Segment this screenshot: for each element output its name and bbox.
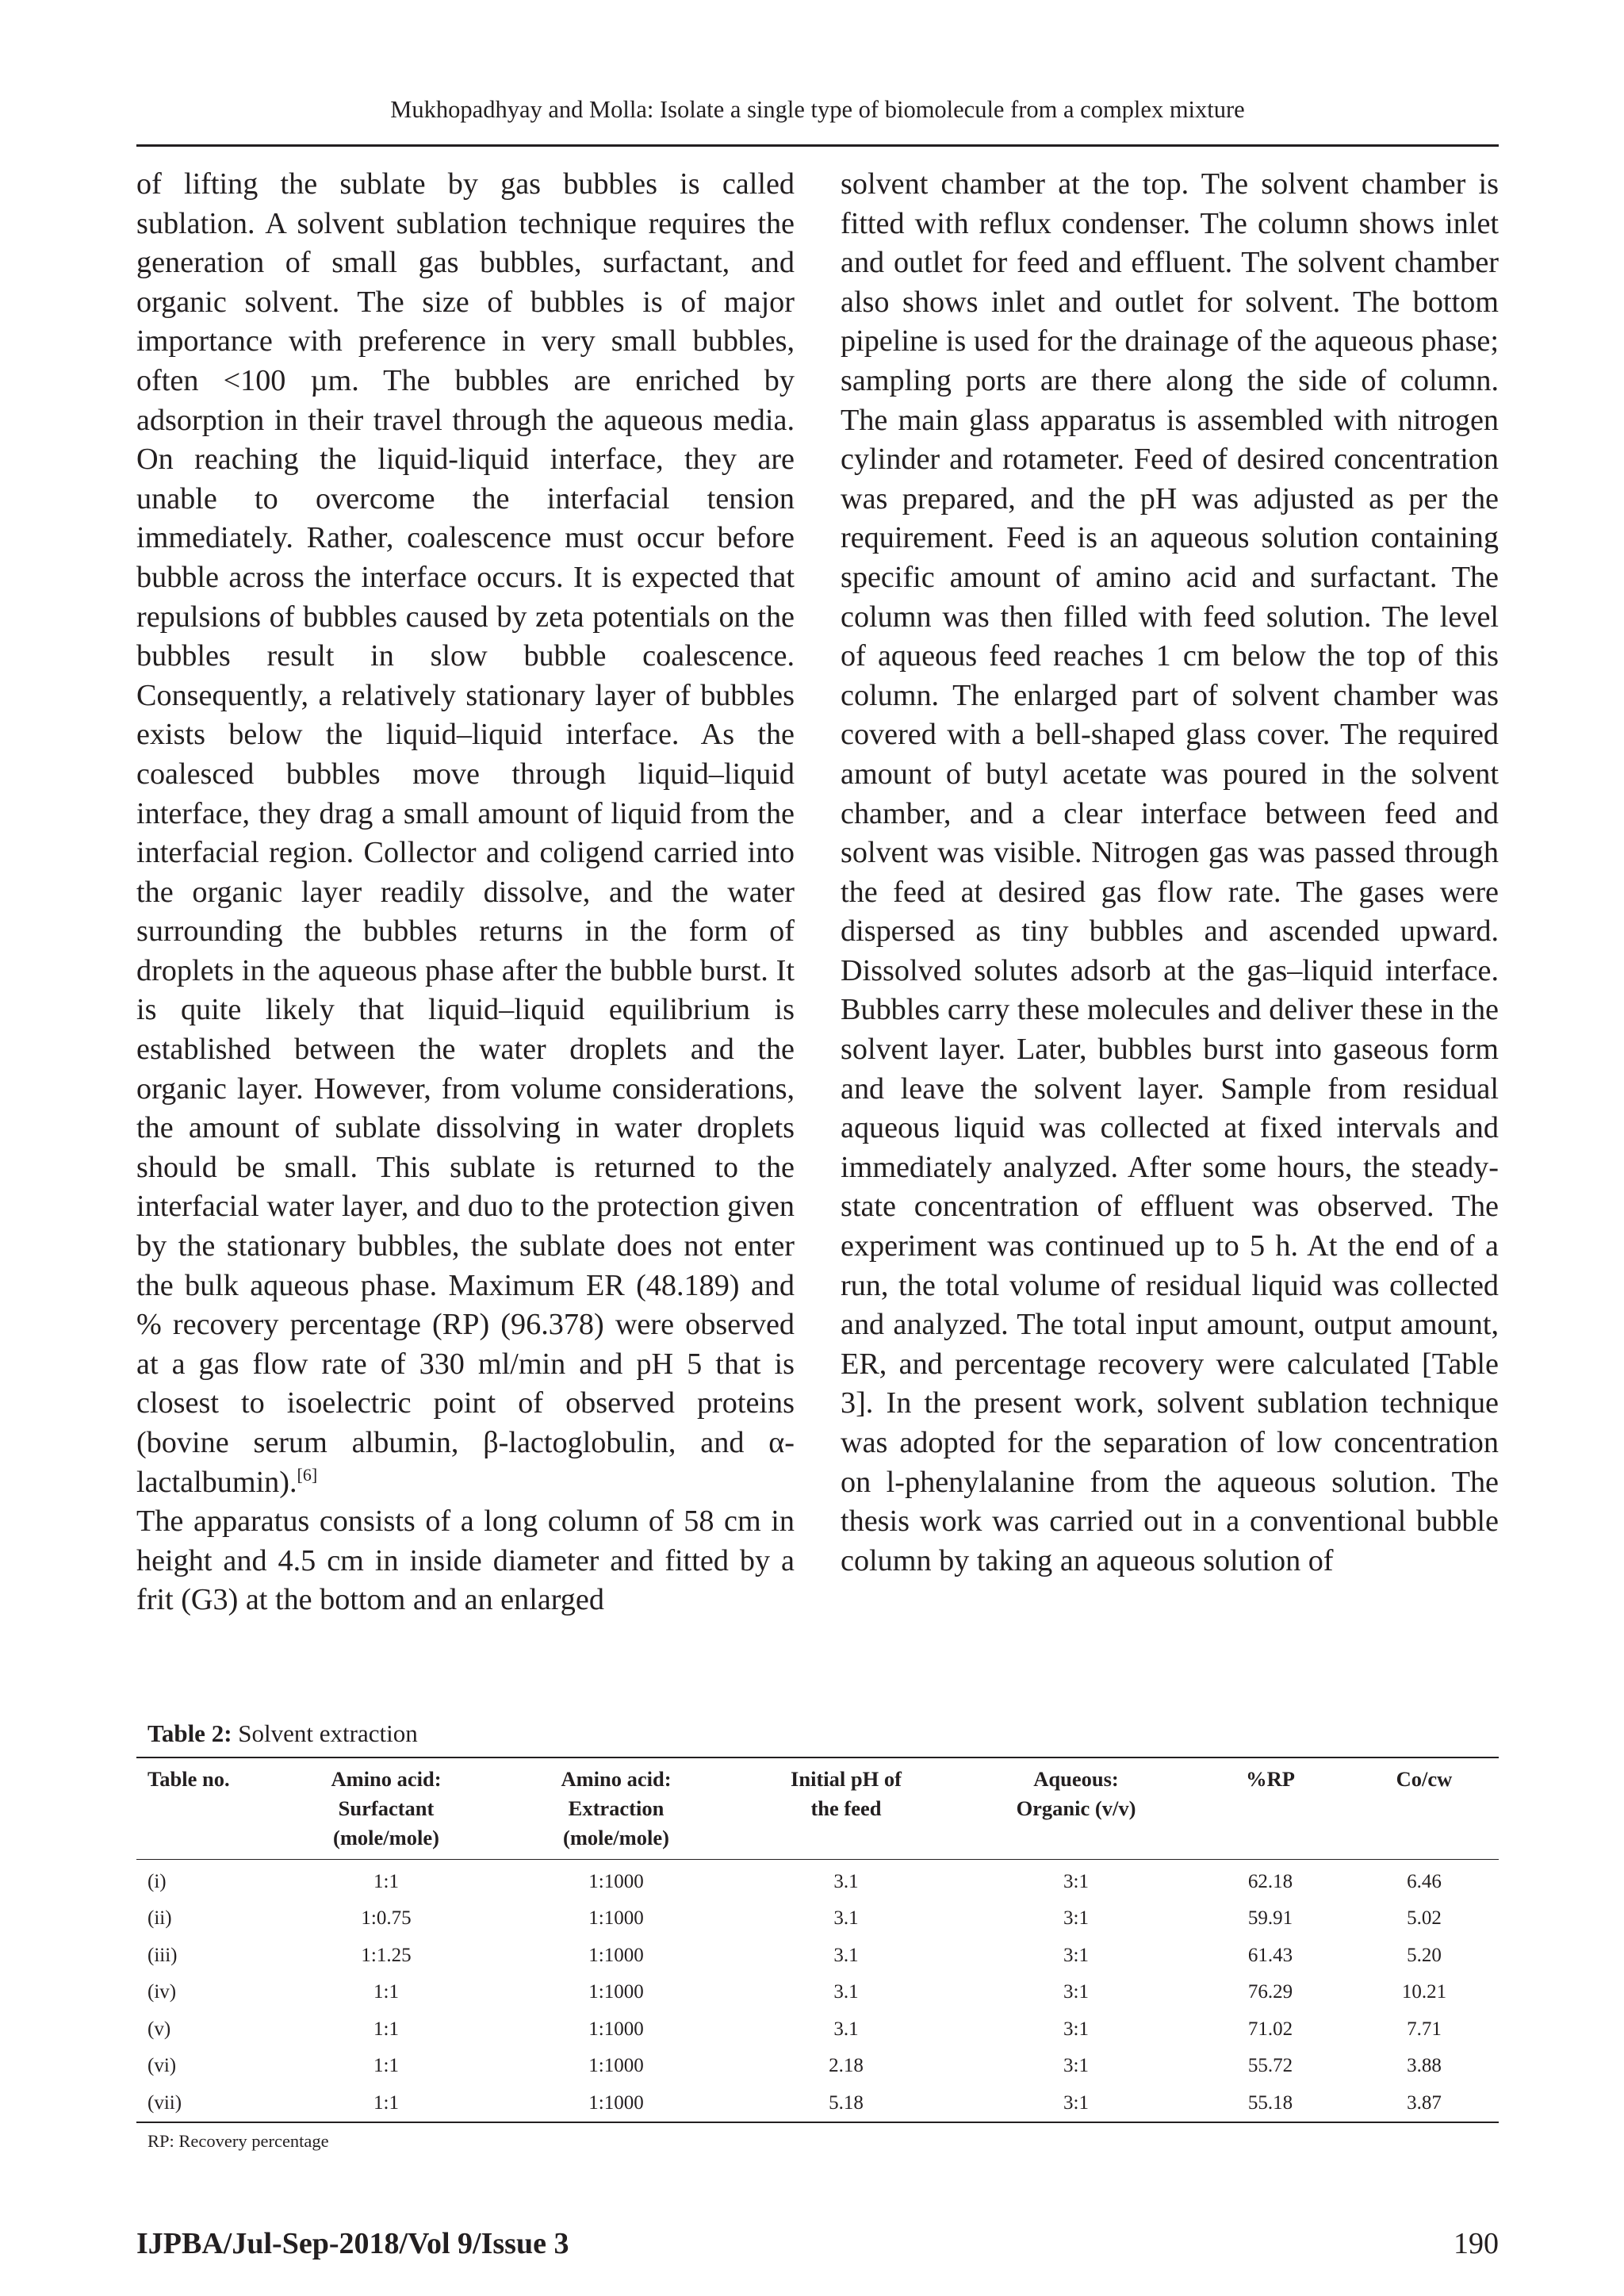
table-cell: 2.18 bbox=[829, 2055, 864, 2077]
table-row bbox=[136, 1937, 1499, 1974]
table-row bbox=[136, 1974, 1499, 2011]
column-header-line: Organic (v/v) bbox=[1016, 1796, 1136, 1820]
column-header-line: Amino acid: bbox=[561, 1767, 672, 1791]
column-header bbox=[136, 1757, 271, 1860]
column-header-line: Surfactant bbox=[338, 1796, 435, 1820]
right-column bbox=[841, 165, 1499, 1581]
table-cell: 59.91 bbox=[1247, 1907, 1293, 1930]
column-header bbox=[271, 1757, 501, 1860]
column-header bbox=[501, 1757, 731, 1860]
table-caption bbox=[147, 1718, 418, 1750]
table-header-row bbox=[136, 1757, 1499, 1860]
table-cell: 3.1 bbox=[833, 1870, 859, 1892]
table-cell: 1:1000 bbox=[588, 2018, 644, 2040]
table-cell: 1:1 bbox=[373, 2018, 399, 2040]
table-cell: 1:1 bbox=[373, 1981, 399, 2003]
table-cell: (iv) bbox=[147, 1981, 177, 2003]
right-paragraph: solvent chamber at the top. The solvent chamber is fitted with reflux condenser. The column shows inlet and outlet for feed and effluent. The solvent chamber also shows inlet and outlet for solvent. The bottom pipeline is used for the drainage of the aqueous phase; sampling ports are there along the side of column. The main glass apparatus is assembled with nitrogen cylinder and rotameter. Feed of desired concentration was prepared, and the pH was adjusted as per the requirement. Feed is an aqueous solution containing specific amount of amino acid and surfactant. The column was then filled with feed solution. The level of aqueous feed reaches 1 cm below the top of this column. The enlarged part of solvent chamber was covered with a bell-shaped glass cover. The required amount of butyl acetate was poured in the solvent chamber, and a clear interface between feed and solvent was visible. Nitrogen gas was passed through the feed at desired gas flow rate. The gases were dispersed as tiny bubbles and ascended upward. Dissolved solutes adsorb at the gas–liquid interface. Bubbles carry these molecules and deliver these in the solvent layer. Later, bubbles burst into gaseous form and leave the solvent layer. Sample from residual aqueous liquid was collected at fixed intervals and immediately analyzed. After some hours, the steady-state concentration of effluent was observed. The experiment was continued up to 5 h. At the end of a run, the total volume of residual liquid was collected and analyzed. The total input amount, output amount, ER, and percentage recovery were calculated [Table 3]. In the present work, solvent sublation technique was adopted for the separation of low concentration on l-phenylalanine from the aqueous solution. The thesis work was carried out in a conventional bubble column by taking an aqueous solution of bbox=[841, 167, 1499, 1577]
column-header-line: %RP bbox=[1246, 1767, 1295, 1791]
table-cell: 1:1000 bbox=[588, 1870, 644, 1892]
column-header-line: Table no. bbox=[147, 1767, 230, 1791]
table-row bbox=[136, 2084, 1499, 2122]
left-paragraph-1 bbox=[136, 165, 795, 1502]
running-header: Mukhopadhyay and Molla: Isolate a single type of biomolecule from a complex mixture bbox=[390, 96, 1245, 123]
table-cell: 1:1000 bbox=[588, 2091, 644, 2114]
column-header-line: Aqueous: bbox=[1033, 1767, 1119, 1791]
table-cell: 6.46 bbox=[1407, 1870, 1442, 1892]
table-cell: (vi) bbox=[147, 2055, 177, 2077]
table-cell: 3:1 bbox=[1063, 1981, 1089, 2003]
column-header bbox=[1191, 1757, 1350, 1860]
table-caption-label: Table 2: bbox=[147, 1719, 232, 1747]
column-header-line: (mole/mole) bbox=[333, 1826, 439, 1849]
table-cell: (iii) bbox=[147, 1944, 178, 1966]
column-header-line: the feed bbox=[810, 1796, 882, 1820]
table-cell: 1:1 bbox=[373, 2091, 399, 2114]
table-cell: 3:1 bbox=[1063, 2091, 1089, 2114]
column-header-line: Amino acid: bbox=[331, 1767, 442, 1791]
table-cell: 5.20 bbox=[1407, 1944, 1442, 1966]
table-cell: 10.21 bbox=[1401, 1981, 1447, 2003]
column-header bbox=[1350, 1757, 1499, 1860]
column-header-line: Initial pH of bbox=[791, 1767, 902, 1791]
column-header-line: Extraction bbox=[568, 1796, 665, 1820]
table-cell: (v) bbox=[147, 2018, 171, 2040]
table-cell: 61.43 bbox=[1247, 1944, 1293, 1966]
table-cell: 1:1 bbox=[373, 1870, 399, 1892]
column-header-line: (mole/mole) bbox=[563, 1826, 669, 1849]
solvent-extraction-table bbox=[136, 1757, 1499, 2123]
table-cell: 3:1 bbox=[1063, 1870, 1089, 1892]
table-cell: 3:1 bbox=[1063, 1944, 1089, 1966]
table-cell: 1:1000 bbox=[588, 1981, 644, 2003]
table-caption-text: Solvent extraction bbox=[232, 1719, 418, 1747]
table-row bbox=[136, 2010, 1499, 2048]
left-paragraph-1-text: of lifting the sublate by gas bubbles is called sublation. A solvent sublation technique requires the generation of small gas bubbles, surfactant, and organic solvent. The size of bubbles is of major importance with preference in very small bubbles, often <100 µm. The bubbles are enriched by adsorption in their travel through the aqueous media. On reaching the liquid-liquid interface, they are unable to overcome the interfacial tension immediately. Rather, coalescence must occur before bubble across the interface occurs. It is expected that repulsions of bubbles caused by zeta potentials on the bubbles result in slow bubble coalescence. Consequently, a relatively stationary layer of bubbles exists below the liquid–liquid interface. As the coalesced bubbles move through liquid–liquid interface, they drag a small amount of liquid from the interfacial region. Collector and coligend carried into the organic layer readily dissolve, and the water surrounding the bubbles returns in the form of droplets in the aqueous phase after the bubble burst. It is quite likely that liquid–liquid equilibrium is established between the water droplets and the organic layer. However, from volume considerations, the amount of sublate dissolving in water droplets should be small. This sublate is returned to the interfacial water layer, and duo to the protection given by the stationary bubbles, the sublate does not enter the bulk aqueous phase. Maximum ER (48.189) and % recovery percentage (RP) (96.378) were observed at a gas flow rate of 330 ml/min and pH 5 that is closest to isoelectric point of observed proteins (bovine serum albumin, β-lactoglobulin, and α-lactalbumin). bbox=[136, 167, 795, 1499]
header-rule bbox=[136, 144, 1499, 147]
table-footnote: RP: Recovery percentage bbox=[147, 2131, 329, 2151]
table-cell: (vii) bbox=[147, 2091, 182, 2114]
column-header bbox=[731, 1757, 961, 1860]
table-cell: 5.18 bbox=[829, 2091, 864, 2114]
footer-journal-info: IJPBA/Jul-Sep-2018/Vol 9/Issue 3 bbox=[136, 2227, 569, 2260]
table-cell: 3:1 bbox=[1063, 1907, 1089, 1930]
table-cell: 3.1 bbox=[833, 1907, 859, 1930]
citation-ref[interactable]: [6] bbox=[297, 1464, 318, 1485]
table-cell: 3:1 bbox=[1063, 2055, 1089, 2077]
left-paragraph-2: The apparatus consists of a long column of 58 cm in height and 4.5 cm in inside diameter and fitted by a frit (G3) at the bottom and an enlarged bbox=[136, 1504, 795, 1617]
table-cell: 1:0.75 bbox=[361, 1907, 412, 1930]
left-column bbox=[136, 165, 795, 1620]
column-header bbox=[961, 1757, 1191, 1860]
table-cell: 7.71 bbox=[1407, 2018, 1442, 2040]
table-cell: 76.29 bbox=[1247, 1981, 1293, 2003]
table-row bbox=[136, 2048, 1499, 2085]
table-cell: 3.88 bbox=[1407, 2055, 1442, 2077]
table-cell: 3.1 bbox=[833, 1944, 859, 1966]
table-cell: 1:1000 bbox=[588, 2055, 644, 2077]
table-row bbox=[136, 1860, 1499, 1900]
page-number: 190 bbox=[1454, 2227, 1499, 2260]
table-row bbox=[136, 1900, 1499, 1938]
column-header-line: Co/cw bbox=[1396, 1767, 1453, 1791]
table-cell: (ii) bbox=[147, 1907, 172, 1930]
table-cell: 3.1 bbox=[833, 2018, 859, 2040]
table-cell: 3.1 bbox=[833, 1981, 859, 2003]
table-cell: 5.02 bbox=[1407, 1907, 1442, 1930]
table-cell: 1:1 bbox=[373, 2055, 399, 2077]
table-cell: 62.18 bbox=[1247, 1870, 1293, 1892]
table-cell: 71.02 bbox=[1247, 2018, 1293, 2040]
table-cell: 1:1000 bbox=[588, 1907, 644, 1930]
table-cell: 55.18 bbox=[1247, 2091, 1293, 2114]
table-cell: 55.72 bbox=[1247, 2055, 1293, 2077]
table-cell: 3.87 bbox=[1407, 2091, 1442, 2114]
table-cell: (i) bbox=[147, 1870, 167, 1892]
table-cell: 1:1.25 bbox=[361, 1944, 412, 1966]
table-cell: 1:1000 bbox=[588, 1944, 644, 1966]
table-cell: 3:1 bbox=[1063, 2018, 1089, 2040]
table-body bbox=[136, 1860, 1499, 2122]
